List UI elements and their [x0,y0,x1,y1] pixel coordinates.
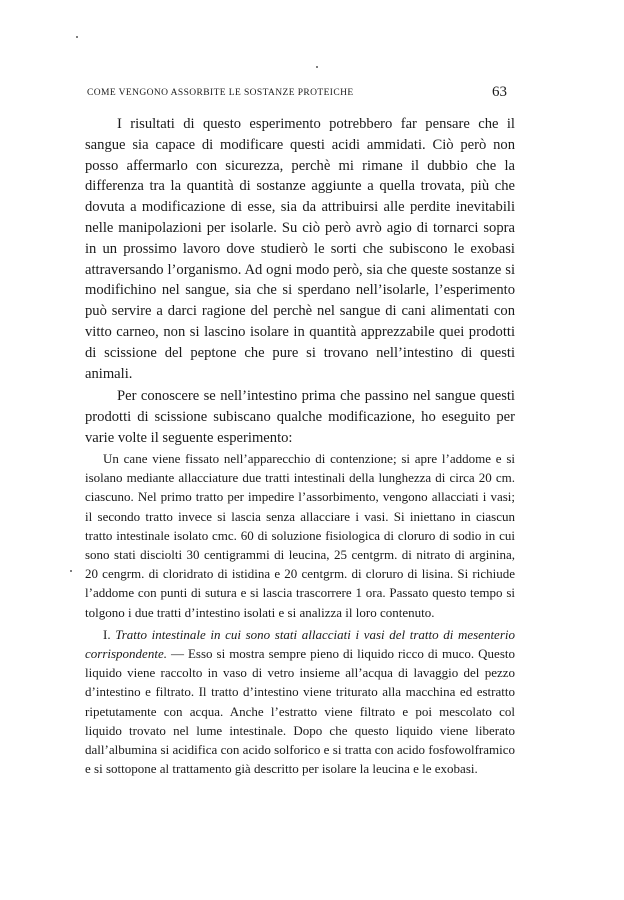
section-text: — Esso si mostra sempre pieno di liquido ricco di muco. Questo liquido viene raccolto in vaso di vetro insieme all’acqua di lavaggio del pezzo d’intestino e filtrato. Il tratto d’intestino viene triturato alla macchina ed estratto ripetutamente con acqua. Anche l’estratto viene filtrato e poi mescolato col liquido trovato nel lume intestinale. Dopo che questo liquido viene liberato dall’albumina si acidifica con acido solforico e si tratta con acido fosfowolframico e si sottopone al trattamento già descritto per isolare la leucina e le exobasi. [85,646,515,777]
page-number: 63 [492,84,507,100]
main-body [85,114,515,449]
scan-speck [76,36,78,38]
small-paragraph: Un cane viene fissato nell’apparecchio di contenzione; si apre l’addome e si isolano mediante allacciature due tratti intestinali della lunghezza di circa 20 cm. ciascuno. Nel primo tratto per impedire l’assorbimento, vengono allacciati i vasi; il secondo tratto invece si lascia senza allacciare i vasi. Si iniettano in ciascun tratto intestinale isolato cmc. 60 di soluzione fisiologica di cloruro di sodio in cui sono stati disciolti 30 centigrammi di leucina, 25 centgrm. di nitrato di arginina, 20 cengrm. di cloridrato di istidina e 20 centgrm. di cloruro di lisina. Si richiude l’addome con punti di sutura e si lascia trascorrere 1 ora. Passato questo tempo si tolgono i due tratti d’intestino isolati e si analizza il loro contenuto. [85,451,515,620]
scan-speck [70,570,72,572]
running-header: COME VENGONO ASSORBITE LE SOSTANZE PROTEICHE [87,88,354,98]
experiment-description [85,449,515,778]
section-title: Tratto intestinale in cui sono stati allacciati i vasi del tratto di mesenterio corrispondente. [85,626,515,662]
body-paragraph: I risultati di questo esperimento potrebbero far pensare che il sangue sia capace di modificare questi acidi ammidati. Ciò però non posso affermarlo con sicurezza, perchè mi rimane il dubbio che la differenza tra la quantità di sostanze aggiunte a quella trovata, più che dovuta a modificazione di esse, sia da attribuirsi alle perdite inevitabili nelle manipolazioni per isolarle. Su ciò però avrò agio di tornarci sopra in un prossimo lavoro dove studierò le sorti che subiscono le exobasi attraversando l’organismo. Ad ogni modo però, sia che queste sostanze si modifichino nel sangue, sia che si sperdano nell’isolarle, l’esperimento può servire a darci ragione del perchè nel sangue di cani alimentati con vitto carneo, non si lascino isolare in quantità apprezzabile quei prodotti di scissione del peptone che pure si trovano nell’intestino di questi animali. [85,116,515,382]
body-paragraph: Per conoscere se nell’intestino prima che passino nel sangue questi prodotti di scissione subiscano qualche modificazione, ho eseguito per varie volte il seguente esperimento: [85,388,515,446]
section-number: I. [103,626,111,642]
section-paragraph [85,625,515,779]
scan-speck [316,66,318,68]
